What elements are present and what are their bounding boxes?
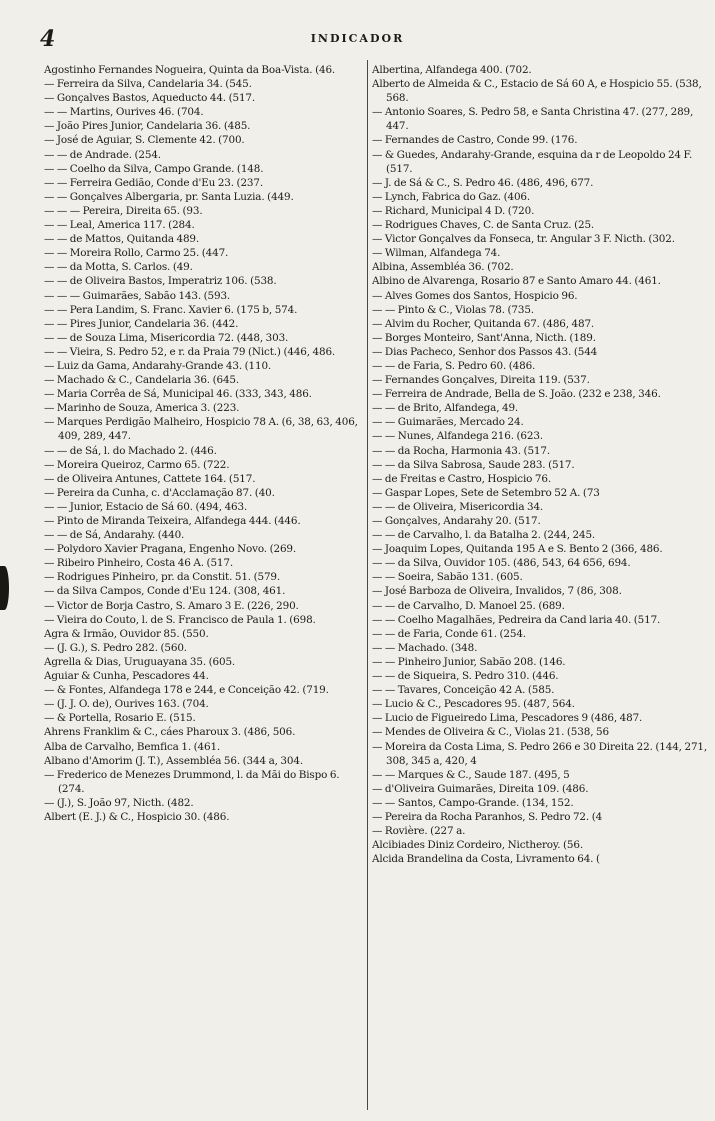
directory-entry: — Moreira da Costa Lima, S. Pedro 266 e 30 Direita 22. (144, 271, 308, 345 a, 420, 4 — [372, 740, 708, 767]
directory-entry: — & Portella, Rosario E. (515. — [44, 712, 196, 725]
directory-entry: — — da Silva Sabrosa, Saude 283. (517. — [372, 458, 575, 471]
column-divider — [367, 60, 368, 1110]
directory-entry: — Gaspar Lopes, Sete de Setembro 52 A. (73 — [372, 486, 600, 499]
directory-entry: — — de Carvalho, l. da Batalha 2. (244, 245. — [372, 529, 596, 542]
directory-entry: — Mendes de Oliveira & C., Violas 21. (538, 56 — [372, 726, 609, 739]
directory-entry: — Ferreira de Andrade, Bella de S. João. (232 e 238, 346. — [372, 388, 661, 401]
directory-entry: — Frederico de Menezes Drummond, l. da Mãi do Bispo 6. (274. — [44, 768, 340, 795]
directory-entry: — & Guedes, Andarahy-Grande, esquina da r de Leopoldo 24 F. (517. — [372, 148, 693, 175]
directory-entry: — — da Silva, Ouvidor 105. (486, 543, 64 656, 694. — [372, 557, 631, 570]
directory-entry: — d'Oliveira Guimarães, Direita 109. (486. — [372, 782, 589, 795]
directory-entry: — José Barboza de Oliveira, Invalidos, 7 (86, 308. — [372, 585, 622, 598]
directory-entry: — Richard, Municipal 4 D. (720. — [372, 204, 535, 217]
directory-entry: — Victor Gonçalves da Fonseca, tr. Angular 3 F. Nicth. (302. — [372, 233, 675, 246]
directory-entry: — J. de Sá & C., S. Pedro 46. (486, 496, 677. — [372, 176, 594, 189]
directory-entry: Alcida Brandelina da Costa, Livramento 64. ( — [372, 853, 600, 866]
directory-entry: — — Guimarães, Mercado 24. — [372, 416, 524, 429]
directory-entry: — — Coelho Magalhães, Pedreira da Cand laria 40. (517. — [372, 613, 661, 626]
directory-entry: — Lucio & C., Pescadores 95. (487, 564. — [372, 698, 575, 711]
directory-entry: — — de Brito, Alfandega, 49. — [372, 402, 519, 415]
directory-entry: — Pereira da Rocha Paranhos, S. Pedro 72. (4 — [372, 810, 603, 823]
directory-entry: — Alves Gomes dos Santos, Hospicio 96. — [372, 289, 578, 302]
directory-entry: — Borges Monteiro, Sant'Anna, Nicth. (189. — [372, 331, 596, 344]
directory-entry: — & Fontes, Alfandega 178 e 244, e Conceição 42. (719. — [44, 684, 329, 697]
directory-entry: Ahrens Franklim & C., cáes Pharoux 3. (486, 506. — [44, 726, 296, 739]
page-number: 4 — [40, 26, 56, 52]
directory-entry: — Fernandes Gonçalves, Direita 119. (537. — [372, 374, 590, 387]
running-title: INDICADOR — [310, 32, 405, 45]
directory-entry: — Moreira Queiroz, Carmo 65. (722. — [44, 458, 230, 471]
directory-entry: — Gonçalves, Andarahy 20. (517. — [372, 515, 541, 527]
directory-entry: Alcibiades Diniz Cordeiro, Nictheroy. (56. — [372, 839, 583, 852]
directory-entry: — Ribeiro Pinheiro, Costa 46 A. (517. — [44, 557, 233, 570]
directory-entry: — Pinto de Miranda Teixeira, Alfandega 444. (446. — [44, 515, 301, 527]
directory-entry: — João Pires Junior, Candelaria 36. (485. — [44, 120, 251, 133]
directory-entry: — — de Faria, Conde 61. (254. — [372, 627, 526, 640]
right-column — [372, 63, 710, 1113]
directory-entry: Albino de Alvarenga, Rosario 87 e Santo Amaro 44. (461. — [372, 275, 661, 288]
directory-entry: — Marques Perdigão Malheiro, Hospicio 78 A. (6, 38, 63, 406, 409, 289, 447. — [44, 416, 358, 443]
directory-entry: — de Freitas e Castro, Hospicio 76. — [372, 472, 551, 485]
directory-entry: — Ferreira da Silva, Candelaria 34. (545. — [44, 78, 252, 91]
directory-entry: — — da Rocha, Harmonia 43. (517. — [372, 444, 550, 457]
directory-entry: — — — Pereira, Direita 65. (93. — [44, 204, 203, 217]
directory-entry: — — de Sá, l. do Machado 2. (446. — [44, 444, 217, 457]
directory-entry: Agostinho Fernandes Nogueira, Quinta da Boa-Vista. (46. — [44, 64, 336, 76]
directory-entry: — Gonçalves Bastos, Aqueducto 44. (517. — [44, 92, 256, 105]
ink-blot-mark — [0, 566, 9, 610]
directory-entry: — — de Andrade. (254. — [44, 148, 161, 161]
directory-entry: — — Coelho da Silva, Campo Grande. (148. — [44, 162, 264, 175]
directory-entry: — Rodrigues Chaves, C. de Santa Cruz. (25. — [372, 219, 595, 232]
directory-entry: — — da Motta, S. Carlos. (49. — [44, 261, 193, 274]
left-column — [44, 63, 365, 1113]
directory-entry: — — Soeira, Sabão 131. (605. — [372, 571, 523, 584]
directory-entry: — Pereira da Cunha, c. d'Acclamação 87. (40. — [44, 486, 275, 499]
directory-entry: — Rodrigues Pinheiro, pr. da Constit. 51. (579. — [44, 571, 281, 584]
directory-entry: — — Pinto & C., Violas 78. (735. — [372, 303, 534, 316]
directory-entry: Albertina, Alfandega 400. (702. — [372, 64, 532, 76]
directory-entry: — Joaquim Lopes, Quitanda 195 A e S. Bento 2 (366, 486. — [372, 543, 663, 556]
directory-entry: — — Machado. (348. — [372, 641, 478, 654]
directory-entry: — — de Faria, S. Pedro 60. (486. — [372, 359, 536, 372]
directory-entry: — Polydoro Xavier Pragana, Engenho Novo. (269. — [44, 543, 297, 556]
directory-entry: Albano d'Amorim (J. T.), Assembléa 56. (344 a, 304. — [44, 754, 303, 767]
directory-entry: — — de Oliveira, Misericordia 34. — [372, 500, 544, 513]
directory-entry: — — Vieira, S. Pedro 52, e r. da Praia 79 (Nict.) (446, 486. — [44, 345, 336, 358]
directory-entry: — Dias Pacheco, Senhor dos Passos 43. (544 — [372, 345, 598, 358]
directory-entry: — — de Carvalho, D. Manoel 25. (689. — [372, 599, 565, 612]
directory-entry: — Alvim du Rocher, Quitanda 67. (486, 487. — [372, 317, 595, 330]
directory-entry: — Machado & C., Candelaria 36. (645. — [44, 374, 240, 387]
directory-entry: — da Silva Campos, Conde d'Eu 124. (308, 461. — [44, 585, 286, 598]
directory-entry: — — Nunes, Alfandega 216. (623. — [372, 430, 543, 443]
directory-entry: — — Marques & C., Saude 187. (495, 5 — [372, 768, 570, 781]
directory-entry: Agra & Irmão, Ouvidor 85. (550. — [44, 627, 209, 640]
directory-entry: — — Pires Junior, Candelaria 36. (442. — [44, 317, 239, 330]
directory-entry: — — Gonçalves Albergaria, pr. Santa Luzia. (449. — [44, 190, 294, 203]
directory-entry: — Rovière. (227 a. — [372, 825, 466, 838]
directory-entry: — Lucio de Figueiredo Lima, Pescadores 9 (486, 487. — [372, 712, 643, 725]
directory-entry: — Marinho de Souza, America 3. (223. — [44, 402, 240, 415]
directory-entry: — Luiz da Gama, Andarahy-Grande 43. (110. — [44, 359, 272, 372]
directory-entry: — de Oliveira Antunes, Cattete 164. (517. — [44, 472, 256, 485]
directory-entry: Agrella & Dias, Uruguayana 35. (605. — [44, 655, 236, 668]
directory-entry: — — Junior, Estacio de Sá 60. (494, 463. — [44, 500, 248, 513]
directory-entry: — Wilman, Alfandega 74. — [372, 247, 501, 260]
directory-entry: — José de Aguiar, S. Clemente 42. (700. — [44, 134, 245, 147]
directory-entry: — Maria Corrêa de Sá, Municipal 46. (333, 343, 486. — [44, 388, 312, 401]
directory-entry: — — de Mattos, Quitanda 489. — [44, 233, 200, 246]
directory-entry: — — de Souza Lima, Misericordia 72. (448, 303. — [44, 331, 289, 344]
directory-entry: — — de Oliveira Bastos, Imperatriz 106. (538. — [44, 275, 277, 288]
directory-entry: Alba de Carvalho, Bemfica 1. (461. — [44, 740, 221, 753]
directory-entry: Aguiar & Cunha, Pescadores 44. — [44, 670, 209, 683]
directory-entry: Albina, Assembléa 36. (702. — [372, 261, 514, 274]
directory-entry: — — Pinheiro Junior, Sabão 208. (146. — [372, 655, 566, 668]
directory-entry: — (J. J. O. de), Ourives 163. (704. — [44, 698, 209, 711]
directory-entry: — Antonio Soares, S. Pedro 58, e Santa Christina 47. (277, 289, 447. — [372, 106, 694, 133]
directory-entry: — — Martins, Ourives 46. (704. — [44, 106, 204, 119]
directory-entry: Alberto de Almeida & C., Estacio de Sá 60 A, e Hospicio 55. (538, 568. — [372, 78, 702, 105]
page-header — [0, 26, 715, 50]
directory-entry: — Vieira do Couto, l. de S. Francisco de Paula 1. (698. — [44, 613, 316, 626]
directory-entry: — Fernandes de Castro, Conde 99. (176. — [372, 134, 578, 147]
directory-entry: — Lynch, Fabrica do Gaz. (406. — [372, 190, 531, 203]
directory-entry: — — Tavares, Conceição 42 A. (585. — [372, 684, 555, 697]
directory-entry: Albert (E. J.) & C., Hospicio 30. (486. — [44, 810, 230, 823]
directory-entry: — — de Siqueira, S. Pedro 310. (446. — [372, 670, 559, 683]
directory-entry: — — Pera Landim, S. Franc. Xavier 6. (175 b, 574. — [44, 303, 298, 316]
directory-entry: — (J.), S. João 97, Nicth. (482. — [44, 796, 194, 809]
directory-entry: — — de Sá, Andarahy. (440. — [44, 529, 185, 542]
directory-entry: — (J. G.), S. Pedro 282. (560. — [44, 641, 187, 654]
directory-entry: — — — Guimarães, Sabão 143. (593. — [44, 289, 231, 302]
directory-entry: — — Leal, America 117. (284. — [44, 219, 195, 232]
directory-entry: — — Moreira Rollo, Carmo 25. (447. — [44, 247, 229, 260]
directory-entry: — — Ferreira Gedião, Conde d'Eu 23. (237. — [44, 176, 263, 189]
directory-entry: — — Santos, Campo-Grande. (134, 152. — [372, 796, 574, 809]
directory-entry: — Victor de Borja Castro, S. Amaro 3 E. (226, 290. — [44, 599, 299, 612]
